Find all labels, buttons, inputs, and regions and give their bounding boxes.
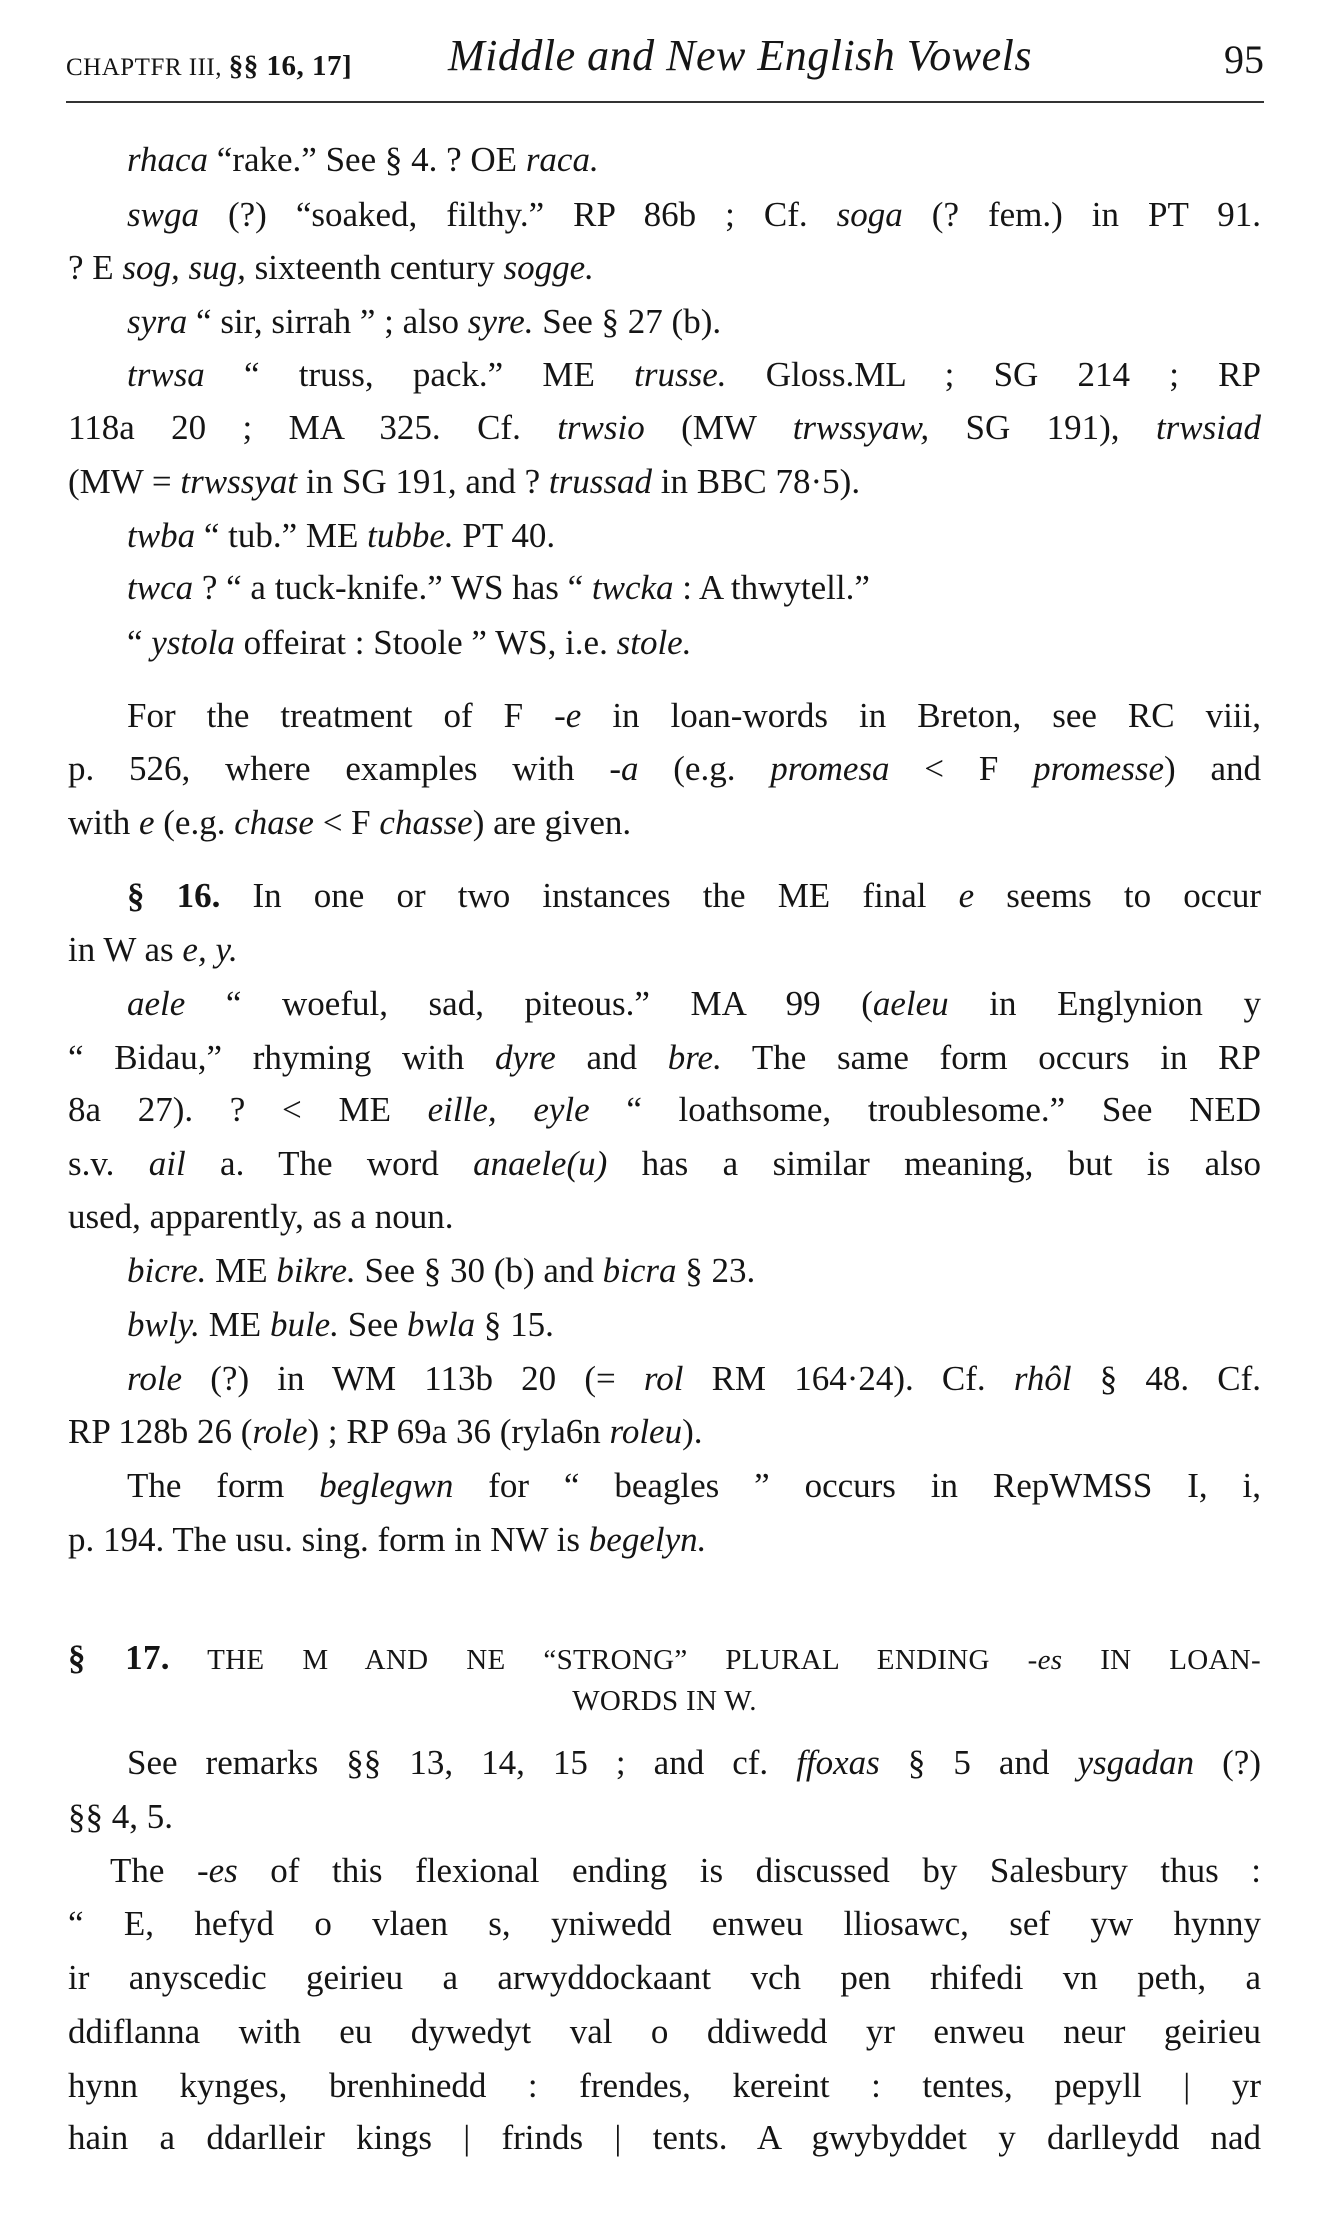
text-segment: of this flexional ending is discussed by Salesbury thus :: [237, 1851, 1262, 1890]
text-line: [127, 514, 1261, 558]
italic-term: syra: [127, 302, 188, 341]
italic-term: ystola: [151, 623, 235, 662]
italic-term: rol: [643, 1359, 684, 1398]
italic-term: e: [958, 876, 975, 915]
text-line: [110, 1849, 1261, 1893]
text-segment: 118a 20 ; MA 325. Cf.: [68, 408, 558, 447]
text-segment: SG 191),: [929, 408, 1156, 447]
italic-term: sogge.: [503, 248, 594, 287]
text-segment: “ sir, sirrah ” ; also: [187, 302, 468, 341]
text-segment: seems to occur: [974, 876, 1262, 915]
text-line: [127, 874, 1261, 918]
text-line: [68, 2116, 1261, 2160]
text-line: [127, 621, 1261, 665]
text-segment: “ tub.” ME: [195, 516, 368, 555]
italic-term: trwssyat: [180, 462, 298, 501]
text-line: [68, 928, 1261, 972]
text-line: [68, 2010, 1261, 2054]
text-line: [68, 1410, 1261, 1454]
italic-term: trusse.: [634, 355, 727, 394]
text-segment: “ woeful, sad, piteous.” MA 99 (: [185, 984, 873, 1023]
italic-term: begelyn.: [588, 1520, 707, 1559]
italic-term: -a: [609, 749, 639, 788]
italic-term: trwsa: [127, 355, 205, 394]
text-segment: with: [68, 803, 139, 842]
italic-term: aeleu: [872, 984, 949, 1023]
text-line: [68, 1036, 1261, 1080]
section-number: § 16.: [127, 876, 221, 915]
italic-term: bre.: [667, 1038, 722, 1077]
italic-term: ysgadan: [1077, 1743, 1195, 1782]
running-header: [66, 28, 1264, 84]
text-segment: (? fem.) in PT 91.: [902, 195, 1261, 234]
text-segment: RM 164·24). Cf.: [683, 1359, 1014, 1398]
italic-term: -es: [1027, 1644, 1063, 1676]
text-segment: in loan-words in Breton, see RC viii,: [581, 696, 1261, 735]
italic-term: ffoxas: [796, 1743, 880, 1782]
text-line: [127, 353, 1261, 397]
text-segment: § 23.: [676, 1251, 756, 1290]
text-segment: IN LOAN-: [1062, 1644, 1261, 1676]
header-rule: [66, 101, 1264, 103]
text-segment: The: [110, 1851, 197, 1890]
text-segment: “ E, hefyd o vlaen s, yniwedd enweu lliosawc, sef yw hynny: [68, 1904, 1261, 1943]
text-line: [68, 460, 1261, 504]
text-segment: The same form occurs in RP: [721, 1038, 1261, 1077]
section-heading-line: [68, 1679, 1261, 1723]
italic-term: promesse: [1033, 749, 1164, 788]
text-segment: ME: [199, 1305, 270, 1344]
section-range: §§ 16, 17]: [228, 50, 353, 82]
text-segment: and: [555, 1038, 668, 1077]
text-line: [127, 1464, 1261, 1508]
text-segment: in BBC 78·5).: [652, 462, 861, 501]
text-segment: p. 194. The usu. sing. form in NW is: [68, 1520, 589, 1559]
italic-term: chasse: [379, 803, 473, 842]
italic-term: -es: [196, 1851, 238, 1890]
text-segment: for “ beagles ” occurs in RepWMSS I, i,: [453, 1466, 1262, 1505]
italic-term: promesa: [770, 749, 890, 788]
italic-term: twcka: [591, 568, 674, 607]
italic-term: syre.: [467, 302, 534, 341]
text-segment: Gloss.ML ; SG 214 ; RP: [726, 355, 1261, 394]
text-line: [68, 1142, 1261, 1186]
italic-term: trwsiad: [1155, 408, 1261, 447]
text-line: [127, 1741, 1261, 1785]
text-line: [127, 300, 1261, 344]
text-line: [127, 694, 1261, 738]
text-segment: In one or two instances the ME final: [220, 876, 959, 915]
italic-term: rhôl: [1013, 1359, 1072, 1398]
text-segment: hynn kynges, brenhinedd : frendes, kereint : tentes, pepyll | yr: [68, 2066, 1261, 2105]
text-segment: ? E: [68, 248, 123, 287]
italic-term: -e: [554, 696, 582, 735]
text-segment: THE M AND NE “STRONG” PLURAL ENDING: [169, 1644, 1028, 1676]
text-segment: See: [338, 1305, 407, 1344]
italic-term: stole.: [616, 623, 692, 662]
text-line: [68, 1518, 1261, 1562]
text-segment: “ loathsome, troublesome.” See NED: [589, 1090, 1261, 1129]
text-segment: a. The word: [185, 1144, 474, 1183]
text-segment: 8a 27). ? < ME: [68, 1090, 428, 1129]
italic-term: eille, eyle: [427, 1090, 590, 1129]
text-segment: ).: [682, 1412, 703, 1451]
text-segment: “: [127, 623, 152, 662]
text-segment: has a similar meaning, but is also: [607, 1144, 1261, 1183]
text-segment: ) are given.: [472, 803, 632, 842]
italic-term: bikre.: [276, 1251, 356, 1290]
text-segment: in Englynion y: [948, 984, 1261, 1023]
section-number: § 17.: [68, 1638, 170, 1677]
italic-term: dyre: [494, 1038, 556, 1077]
text-segment: For the treatment of F: [127, 696, 555, 735]
section-heading-line: [68, 1636, 1261, 1680]
italic-term: trwsio: [557, 408, 645, 447]
text-line: [68, 1902, 1261, 1946]
italic-term: beglegwn: [319, 1466, 454, 1505]
italic-term: chase: [234, 803, 314, 842]
italic-term: sog, sug,: [122, 248, 246, 287]
text-segment: ) and: [1164, 749, 1261, 788]
text-segment: in W as: [68, 930, 183, 969]
italic-term: soga: [836, 195, 903, 234]
italic-term: ail: [148, 1144, 186, 1183]
text-line: [127, 193, 1261, 237]
text-line: [127, 982, 1261, 1026]
text-segment: § 5 and: [879, 1743, 1078, 1782]
text-segment: : A thwytell.”: [673, 568, 870, 607]
text-line: [127, 1249, 1261, 1293]
text-line: [68, 406, 1261, 450]
text-segment: < F: [889, 749, 1034, 788]
italic-term: bwly.: [127, 1305, 200, 1344]
italic-term: bicra: [602, 1251, 677, 1290]
italic-term: e, y.: [182, 930, 238, 969]
text-segment: ) ; RP 69a 36 (ryla6n: [307, 1412, 610, 1451]
italic-term: role: [127, 1359, 183, 1398]
text-line: [68, 747, 1261, 791]
text-segment: p. 526, where examples with: [68, 749, 610, 788]
text-segment: (MW =: [68, 462, 181, 501]
italic-term: raca.: [525, 140, 599, 179]
text-segment: offeirat : Stoole ” WS, i.e.: [234, 623, 617, 662]
italic-term: bicre.: [127, 1251, 207, 1290]
text-segment: ME: [206, 1251, 277, 1290]
text-segment: < F: [313, 803, 380, 842]
text-line: [68, 1195, 1261, 1239]
text-segment: See remarks §§ 13, 14, 15 ; and cf.: [127, 1743, 797, 1782]
italic-term: trussad: [548, 462, 653, 501]
text-segment: (e.g.: [154, 803, 235, 842]
text-segment: “rake.” See § 4. ? OE: [208, 140, 526, 179]
text-segment: (?) in WM 113b 20 (=: [182, 1359, 644, 1398]
text-line: [68, 1956, 1261, 2000]
text-segment: (?) “soaked, filthy.” RP 86b ; Cf.: [198, 195, 837, 234]
italic-term: anaele(u): [473, 1144, 608, 1183]
text-segment: (MW: [644, 408, 793, 447]
text-segment: ? “ a tuck-knife.” WS has “: [193, 568, 592, 607]
text-segment: used, apparently, as a noun.: [68, 1197, 454, 1236]
running-title: Middle and New English Vowels: [448, 31, 1033, 80]
italic-term: swga: [127, 195, 199, 234]
text-segment: in SG 191, and ?: [297, 462, 549, 501]
text-segment: “ Bidau,” rhyming with: [68, 1038, 495, 1077]
text-segment: PT 40.: [453, 516, 556, 555]
text-segment: See § 27 (b).: [533, 302, 722, 341]
chapter-label: CHAPTFR III,: [66, 54, 229, 81]
text-line: [68, 1088, 1261, 1132]
page-number: 95: [1224, 37, 1264, 82]
italic-term: bule.: [269, 1305, 339, 1344]
text-segment: The form: [127, 1466, 320, 1505]
text-segment: ir anyscedic geirieu a arwyddockaant vch pen rhifedi vn peth, a: [68, 1958, 1261, 1997]
text-segment: hain a ddarlleir kings | frinds | tents. A gwybyddet y darlleydd nad: [68, 2118, 1261, 2157]
text-segment: § 15.: [475, 1305, 554, 1344]
italic-term: tubbe.: [367, 516, 454, 555]
italic-term: twca: [127, 568, 194, 607]
text-line: [68, 1795, 1261, 1839]
italic-term: role: [252, 1412, 308, 1451]
chapter-reference: [66, 50, 352, 83]
text-line: [127, 1303, 1261, 1347]
italic-term: e: [138, 803, 155, 842]
italic-term: bwla: [407, 1305, 476, 1344]
text-segment: sixteenth century: [245, 248, 504, 287]
text-segment: (?): [1194, 1743, 1261, 1782]
text-line: [68, 246, 1261, 290]
italic-term: rhaca: [127, 140, 209, 179]
text-line: [68, 801, 1261, 845]
italic-term: aele: [127, 984, 186, 1023]
text-line: [68, 2064, 1261, 2108]
text-segment: ddiflanna with eu dywedyt val o ddiwedd yr enweu neur geirieu: [68, 2012, 1261, 2051]
text-line: [127, 138, 1261, 182]
italic-term: trwssyaw,: [792, 408, 930, 447]
text-segment: § 48. Cf.: [1071, 1359, 1262, 1398]
text-segment: §§ 4, 5.: [68, 1797, 173, 1836]
text-line: [127, 1357, 1261, 1401]
text-segment: WORDS IN W.: [572, 1685, 757, 1717]
text-segment: s.v.: [68, 1144, 149, 1183]
italic-term: roleu: [609, 1412, 683, 1451]
italic-term: twba: [127, 516, 196, 555]
text-line: [127, 566, 1261, 610]
text-segment: (e.g.: [638, 749, 771, 788]
text-segment: “ truss, pack.” ME: [204, 355, 635, 394]
text-segment: RP 128b 26 (: [68, 1412, 253, 1451]
text-segment: See § 30 (b) and: [355, 1251, 603, 1290]
